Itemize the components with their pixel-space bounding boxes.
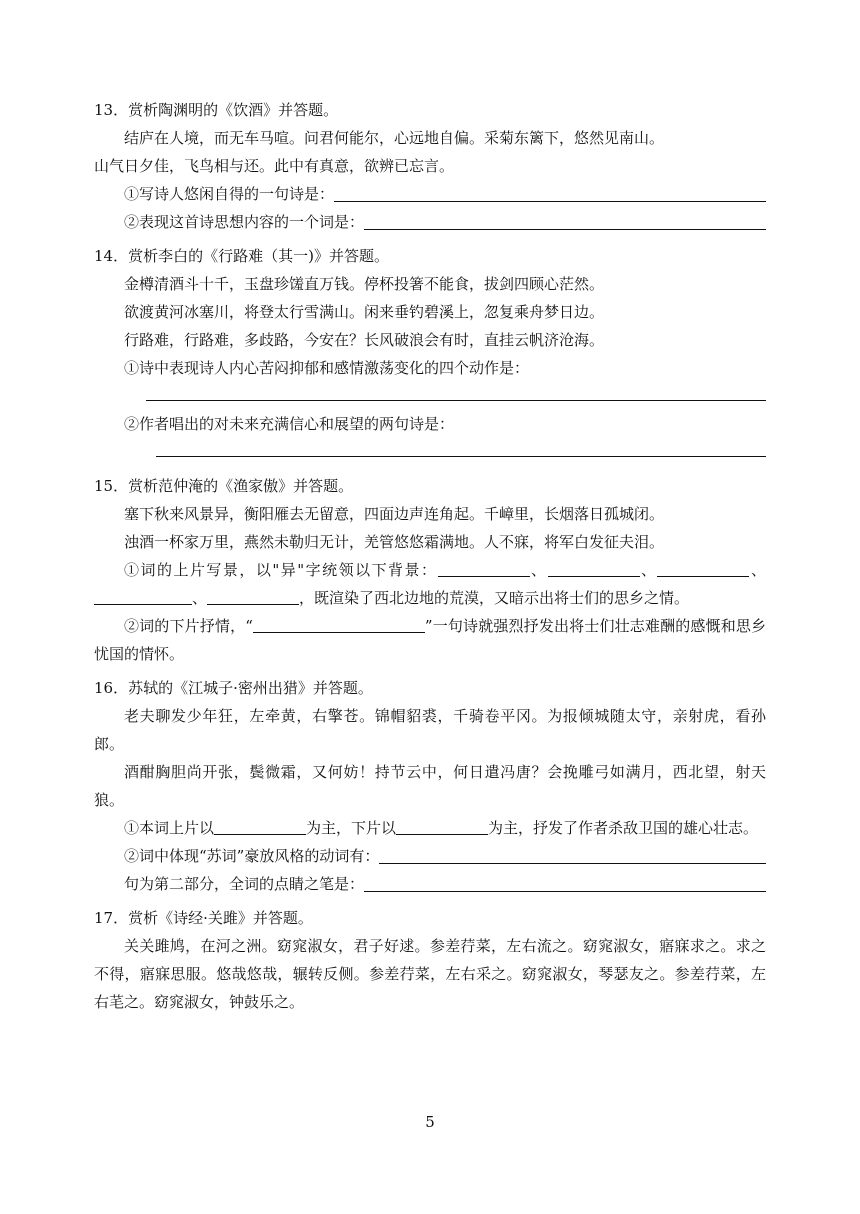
answer-row (94, 842, 766, 870)
question-prompt: 句为第二部分，全词的点睛之笔是： (124, 875, 365, 893)
poem-paragraph: 老夫聊发少年狂，左牵黄，右擎苍。锦帽貂裘，千骑卷平冈。为报倾城随太守，亲射虎，看孙郎。 (94, 707, 766, 753)
question-prompt: ①诗中表现诗人内心苦闷抑郁和感情激荡变化的四个动作是： (124, 359, 530, 377)
page-number: 5 (425, 1113, 435, 1131)
answer-blank[interactable] (364, 211, 766, 230)
question-text: ，既渲染了西北边地的荒漠，又暗示出将士们的思乡之情。 (299, 589, 690, 607)
answer-blank[interactable] (334, 183, 766, 202)
question-15 (94, 472, 766, 668)
answer-row (94, 208, 766, 236)
question-prompt: ②表现这首诗思想内容的一个词是： (124, 213, 365, 231)
separator: 、 (749, 561, 766, 579)
question-paragraph (94, 814, 766, 842)
answer-row (94, 438, 766, 466)
poem-line: 金樽清酒斗十千，玉盘珍馐直万钱。停杯投箸不能食，拔剑四顾心茫然。 (124, 275, 605, 293)
poem-line: 塞下秋来风景异，衡阳雁去无留意，四面边声连角起。千嶂里，长烟落日孤城闭。 (124, 505, 665, 523)
poem-paragraph: 关关雎鸠，在河之洲。窈窕淑女，君子好逑。参差荇菜，左右流之。窈窕淑女，寤寐求之。求之不得，寤寐思服。悠哉悠哉，辗转反侧。参差荇菜，左右采之。窈窕淑女，琴瑟友之。参差荇菜，左右芼之。窈窕淑女，钟鼓乐之。 (94, 937, 766, 1011)
question-prompt: ②词的下片抒情，“ (124, 617, 253, 635)
question-text: ”一句诗就强烈抒发出将士们壮志难酬的感慨和思乡忧国的情怀。 (94, 617, 767, 663)
question-prompt: ②词中体现“苏词”豪放风格的动词有： (124, 847, 380, 865)
question-16 (94, 674, 766, 898)
answer-row (94, 382, 766, 410)
answer-blank[interactable] (156, 438, 766, 457)
poem-paragraph: 酒酣胸胆尚开张，鬓微霜，又何妨！持节云中，何日遣冯唐？会挽雕弓如满月，西北望，射天狼。 (94, 763, 766, 809)
question-text: 为主，抒发了作者杀敌卫国的雄心壮志。 (488, 819, 759, 837)
question-prompt: ①本词上片以 (124, 819, 215, 837)
answer-blank[interactable] (253, 616, 425, 633)
question-13-title: 13．赏析陶渊明的《饮酒》并答题。 (94, 101, 339, 119)
answer-blank[interactable] (207, 588, 299, 605)
question-16-title: 16．苏轼的《江城子·密州出猎》并答题。 (94, 679, 373, 697)
question-17-title: 17．赏析《诗经·关雎》并答题。 (94, 909, 313, 927)
worksheet-page (94, 96, 766, 1022)
answer-row (94, 180, 766, 208)
poem-line: 浊酒一杯家万里，燕然未勒归无计，羌管悠悠霜满地。人不寐，将军白发征夫泪。 (124, 533, 665, 551)
question-prompt: ②作者唱出的对未来充满信心和展望的两句诗是： (124, 415, 455, 433)
answer-blank[interactable] (379, 845, 766, 864)
separator: 、 (192, 589, 208, 607)
answer-blank[interactable] (364, 873, 766, 892)
question-paragraph (94, 612, 766, 668)
separator: 、 (639, 561, 658, 579)
question-prompt: ①词的上片写景，以"异"字统领以下背景： (124, 561, 438, 579)
answer-blank[interactable] (657, 560, 749, 577)
question-14 (94, 242, 766, 466)
poem-line: 行路难，行路难，多歧路，今安在？长风破浪会有时，直挂云帆济沧海。 (124, 331, 605, 349)
answer-blank[interactable] (438, 560, 530, 577)
question-13 (94, 96, 766, 236)
question-prompt: ①写诗人悠闲自得的一句诗是： (124, 185, 335, 203)
answer-row (94, 870, 766, 898)
poem-line: 欲渡黄河冰塞川，将登太行雪满山。闲来垂钓碧溪上，忽复乘舟梦日边。 (124, 303, 605, 321)
separator: 、 (529, 561, 548, 579)
poem-line: 结庐在人境，而无车马喧。问君何能尔，心远地自偏。采菊东篱下，悠然见南山。 (124, 129, 665, 147)
question-15-title: 15．赏析范仲淹的《渔家傲》并答题。 (94, 477, 354, 495)
poem-line: 山气日夕佳，飞鸟相与还。此中有真意，欲辨已忘言。 (94, 157, 455, 175)
answer-blank[interactable] (146, 382, 766, 401)
question-17 (94, 904, 766, 1016)
question-14-title: 14．赏析李白的《行路难（其一)》并答题。 (94, 247, 389, 265)
answer-blank[interactable] (94, 588, 192, 605)
answer-blank[interactable] (548, 560, 640, 577)
question-text: 为主，下片以 (306, 819, 397, 837)
question-paragraph (94, 556, 766, 612)
answer-blank[interactable] (396, 818, 488, 835)
answer-blank[interactable] (214, 818, 306, 835)
